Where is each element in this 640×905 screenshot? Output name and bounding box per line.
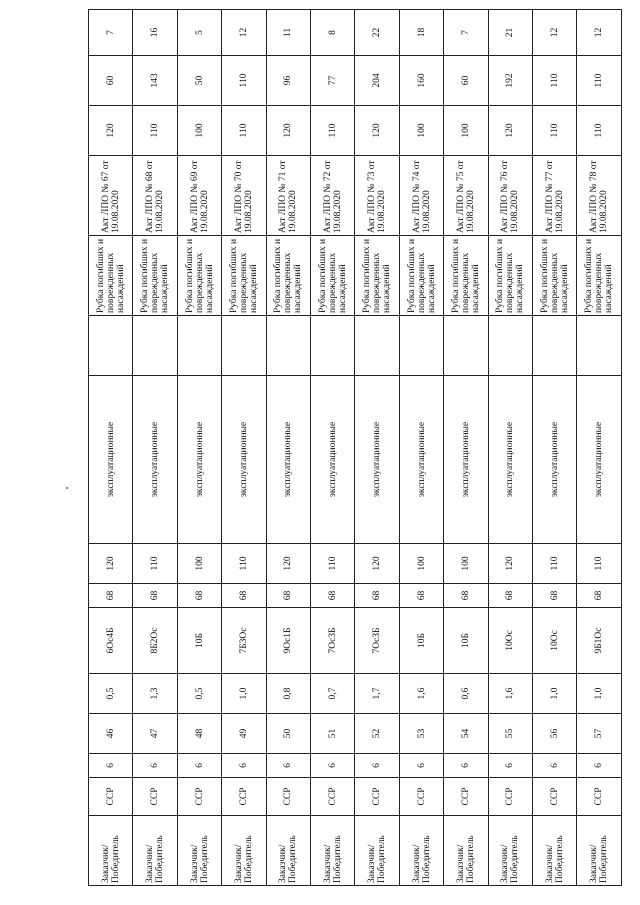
- age-cell: 68: [311, 584, 355, 608]
- table-row: [311, 10, 355, 886]
- kvartal-cell: 6: [444, 754, 488, 778]
- composition-cell: 10Б: [444, 608, 488, 674]
- party-cell: Заказчик/ Победитель: [577, 816, 622, 886]
- kvartal-cell: 6: [266, 754, 310, 778]
- act-cell: Акт ЛПО № 72 от 19.08.2020: [311, 156, 355, 236]
- area-cell: 0,7: [311, 674, 355, 714]
- vydel-cell: 47: [133, 714, 177, 754]
- table-row: [133, 10, 177, 886]
- total-volume-cell: 60: [89, 56, 133, 106]
- stock-cell: 100: [444, 544, 488, 584]
- count-cell: 21: [488, 10, 532, 56]
- category-cell: эксплуатационные: [133, 376, 177, 544]
- kvartal-cell: 6: [488, 754, 532, 778]
- category-cell: эксплуатационные: [399, 376, 443, 544]
- area-cell: 0,8: [266, 674, 310, 714]
- party-cell: Заказчик/ Победитель: [89, 816, 133, 886]
- stock-cell: 120: [355, 544, 399, 584]
- composition-cell: 10Б: [177, 608, 221, 674]
- act-cell: Акт ЛПО № 69 от 19.08.2020: [177, 156, 221, 236]
- composition-cell: 7Ос3Б: [355, 608, 399, 674]
- area-cell: 1,3: [133, 674, 177, 714]
- act-cell: Акт ЛПО № 70 от 19.08.2020: [222, 156, 266, 236]
- total-volume-cell: 204: [355, 56, 399, 106]
- volume-per-ha-cell: 110: [533, 106, 577, 156]
- count-cell: 8: [311, 10, 355, 56]
- vydel-cell: 46: [89, 714, 133, 754]
- empty-cell: [266, 316, 310, 376]
- empty-cell: [577, 316, 622, 376]
- vydel-cell: 52: [355, 714, 399, 754]
- kvartal-cell: 6: [89, 754, 133, 778]
- stock-cell: 120: [266, 544, 310, 584]
- group-cell: ССР: [444, 778, 488, 816]
- empty-cell: [355, 316, 399, 376]
- group-cell: ССР: [177, 778, 221, 816]
- act-cell: Акт ЛПО № 75 от 19.08.2020: [444, 156, 488, 236]
- category-cell: эксплуатационные: [533, 376, 577, 544]
- vydel-cell: 54: [444, 714, 488, 754]
- stock-cell: 110: [311, 544, 355, 584]
- count-cell: 16: [133, 10, 177, 56]
- count-cell: 18: [399, 10, 443, 56]
- table-row: [444, 10, 488, 886]
- act-cell: Акт ЛПО № 68 от 19.08.2020: [133, 156, 177, 236]
- area-cell: 0,5: [177, 674, 221, 714]
- composition-cell: 10Ос: [488, 608, 532, 674]
- empty-cell: [177, 316, 221, 376]
- area-cell: 1,7: [355, 674, 399, 714]
- count-cell: 5: [177, 10, 221, 56]
- volume-per-ha-cell: 120: [89, 106, 133, 156]
- stock-cell: 100: [399, 544, 443, 584]
- reason-cell: Рубка погибших и поврежденных насаждений: [266, 236, 310, 316]
- age-cell: 68: [444, 584, 488, 608]
- act-cell: Акт ЛПО № 74 от 19.08.2020: [399, 156, 443, 236]
- stock-cell: 110: [577, 544, 622, 584]
- vydel-cell: 53: [399, 714, 443, 754]
- party-cell: Заказчик/ Победитель: [444, 816, 488, 886]
- total-volume-cell: 110: [577, 56, 622, 106]
- vydel-cell: 55: [488, 714, 532, 754]
- empty-cell: [222, 316, 266, 376]
- table-row: [577, 10, 622, 886]
- composition-cell: 10Б: [399, 608, 443, 674]
- area-cell: 0,6: [444, 674, 488, 714]
- table-row: [399, 10, 443, 886]
- volume-per-ha-cell: 110: [133, 106, 177, 156]
- stock-cell: 110: [533, 544, 577, 584]
- total-volume-cell: 50: [177, 56, 221, 106]
- table-row: [177, 10, 221, 886]
- party-cell: Заказчик/ Победитель: [533, 816, 577, 886]
- empty-cell: [399, 316, 443, 376]
- party-cell: Заказчик/ Победитель: [488, 816, 532, 886]
- volume-per-ha-cell: 100: [444, 106, 488, 156]
- act-cell: Акт ЛПО № 73 от 19.08.2020: [355, 156, 399, 236]
- kvartal-cell: 6: [533, 754, 577, 778]
- reason-cell: Рубка погибших и поврежденных насаждений: [89, 236, 133, 316]
- party-cell: Заказчик/ Победитель: [133, 816, 177, 886]
- group-cell: ССР: [355, 778, 399, 816]
- volume-per-ha-cell: 100: [177, 106, 221, 156]
- group-cell: ССР: [311, 778, 355, 816]
- vydel-cell: 49: [222, 714, 266, 754]
- kvartal-cell: 6: [311, 754, 355, 778]
- total-volume-cell: 96: [266, 56, 310, 106]
- party-cell: Заказчик/ Победитель: [355, 816, 399, 886]
- age-cell: 68: [533, 584, 577, 608]
- party-cell: Заказчик/ Победитель: [399, 816, 443, 886]
- act-cell: Акт ЛПО № 76 от 19.08.2020: [488, 156, 532, 236]
- count-cell: 22: [355, 10, 399, 56]
- count-cell: 12: [222, 10, 266, 56]
- count-cell: 7: [89, 10, 133, 56]
- volume-per-ha-cell: 100: [399, 106, 443, 156]
- age-cell: 68: [488, 584, 532, 608]
- total-volume-cell: 143: [133, 56, 177, 106]
- party-cell: Заказчик/ Победитель: [177, 816, 221, 886]
- total-volume-cell: 160: [399, 56, 443, 106]
- composition-cell: 9Б1Ос: [577, 608, 622, 674]
- empty-cell: [311, 316, 355, 376]
- vydel-cell: 57: [577, 714, 622, 754]
- empty-cell: [133, 316, 177, 376]
- reason-cell: Рубка погибших и поврежденных насаждений: [577, 236, 622, 316]
- count-cell: 12: [577, 10, 622, 56]
- age-cell: 68: [399, 584, 443, 608]
- scan-speck: [66, 487, 68, 489]
- table-body: [89, 10, 622, 886]
- volume-per-ha-cell: 120: [355, 106, 399, 156]
- age-cell: 68: [89, 584, 133, 608]
- volume-per-ha-cell: 120: [488, 106, 532, 156]
- reason-cell: Рубка погибших и поврежденных насаждений: [399, 236, 443, 316]
- stock-cell: 100: [177, 544, 221, 584]
- total-volume-cell: 110: [222, 56, 266, 106]
- total-volume-cell: 192: [488, 56, 532, 106]
- area-cell: 1,6: [399, 674, 443, 714]
- table-row: [89, 10, 133, 886]
- age-cell: 68: [177, 584, 221, 608]
- category-cell: эксплуатационные: [488, 376, 532, 544]
- category-cell: эксплуатационные: [177, 376, 221, 544]
- stock-cell: 120: [89, 544, 133, 584]
- group-cell: ССР: [488, 778, 532, 816]
- group-cell: ССР: [533, 778, 577, 816]
- vydel-cell: 51: [311, 714, 355, 754]
- volume-per-ha-cell: 110: [577, 106, 622, 156]
- party-cell: Заказчик/ Победитель: [222, 816, 266, 886]
- group-cell: ССР: [399, 778, 443, 816]
- stock-cell: 110: [133, 544, 177, 584]
- age-cell: 68: [355, 584, 399, 608]
- party-cell: Заказчик/ Победитель: [266, 816, 310, 886]
- stock-cell: 120: [488, 544, 532, 584]
- group-cell: ССР: [577, 778, 622, 816]
- reason-cell: Рубка погибших и поврежденных насаждений: [222, 236, 266, 316]
- empty-cell: [89, 316, 133, 376]
- table-row: [355, 10, 399, 886]
- table-row: [222, 10, 266, 886]
- act-cell: Акт ЛПО № 67 от 19.08.2020: [89, 156, 133, 236]
- vydel-cell: 48: [177, 714, 221, 754]
- age-cell: 68: [577, 584, 622, 608]
- area-cell: 1,0: [222, 674, 266, 714]
- reason-cell: Рубка погибших и поврежденных насаждений: [177, 236, 221, 316]
- count-cell: 7: [444, 10, 488, 56]
- table-row: [266, 10, 310, 886]
- reason-cell: Рубка погибших и поврежденных насаждений: [311, 236, 355, 316]
- area-cell: 1,6: [488, 674, 532, 714]
- category-cell: эксплуатационные: [444, 376, 488, 544]
- category-cell: эксплуатационные: [222, 376, 266, 544]
- area-cell: 1,0: [533, 674, 577, 714]
- vydel-cell: 56: [533, 714, 577, 754]
- composition-cell: 9Ос1Б: [266, 608, 310, 674]
- act-cell: Акт ЛПО № 77 от 19.08.2020: [533, 156, 577, 236]
- forest-register-table: [88, 9, 622, 886]
- group-cell: ССР: [222, 778, 266, 816]
- group-cell: ССР: [89, 778, 133, 816]
- composition-cell: 6Ос4Б: [89, 608, 133, 674]
- kvartal-cell: 6: [577, 754, 622, 778]
- volume-per-ha-cell: 110: [222, 106, 266, 156]
- reason-cell: Рубка погибших и поврежденных насаждений: [488, 236, 532, 316]
- empty-cell: [533, 316, 577, 376]
- rotated-table-container: [88, 10, 622, 886]
- composition-cell: 8Б2Ос: [133, 608, 177, 674]
- area-cell: 0,5: [89, 674, 133, 714]
- reason-cell: Рубка погибших и поврежденных насаждений: [133, 236, 177, 316]
- count-cell: 11: [266, 10, 310, 56]
- total-volume-cell: 77: [311, 56, 355, 106]
- kvartal-cell: 6: [133, 754, 177, 778]
- area-cell: 1,0: [577, 674, 622, 714]
- vydel-cell: 50: [266, 714, 310, 754]
- reason-cell: Рубка погибших и поврежденных насаждений: [444, 236, 488, 316]
- kvartal-cell: 6: [399, 754, 443, 778]
- total-volume-cell: 110: [533, 56, 577, 106]
- stock-cell: 110: [222, 544, 266, 584]
- group-cell: ССР: [133, 778, 177, 816]
- volume-per-ha-cell: 110: [311, 106, 355, 156]
- category-cell: эксплуатационные: [266, 376, 310, 544]
- kvartal-cell: 6: [177, 754, 221, 778]
- age-cell: 68: [133, 584, 177, 608]
- category-cell: эксплуатационные: [311, 376, 355, 544]
- category-cell: эксплуатационные: [355, 376, 399, 544]
- group-cell: ССР: [266, 778, 310, 816]
- composition-cell: 10Ос: [533, 608, 577, 674]
- reason-cell: Рубка погибших и поврежденных насаждений: [355, 236, 399, 316]
- age-cell: 68: [266, 584, 310, 608]
- total-volume-cell: 60: [444, 56, 488, 106]
- reason-cell: Рубка погибших и поврежденных насаждений: [533, 236, 577, 316]
- composition-cell: 7Б3Ос: [222, 608, 266, 674]
- composition-cell: 7Ос3Б: [311, 608, 355, 674]
- kvartal-cell: 6: [355, 754, 399, 778]
- empty-cell: [488, 316, 532, 376]
- age-cell: 68: [222, 584, 266, 608]
- act-cell: Акт ЛПО № 78 от 19.08.2020: [577, 156, 622, 236]
- party-cell: Заказчик/ Победитель: [311, 816, 355, 886]
- act-cell: Акт ЛПО № 71 от 19.08.2020: [266, 156, 310, 236]
- table-row: [488, 10, 532, 886]
- table-row: [533, 10, 577, 886]
- category-cell: эксплуатационные: [89, 376, 133, 544]
- empty-cell: [444, 316, 488, 376]
- category-cell: эксплуатационные: [577, 376, 622, 544]
- kvartal-cell: 6: [222, 754, 266, 778]
- count-cell: 12: [533, 10, 577, 56]
- volume-per-ha-cell: 120: [266, 106, 310, 156]
